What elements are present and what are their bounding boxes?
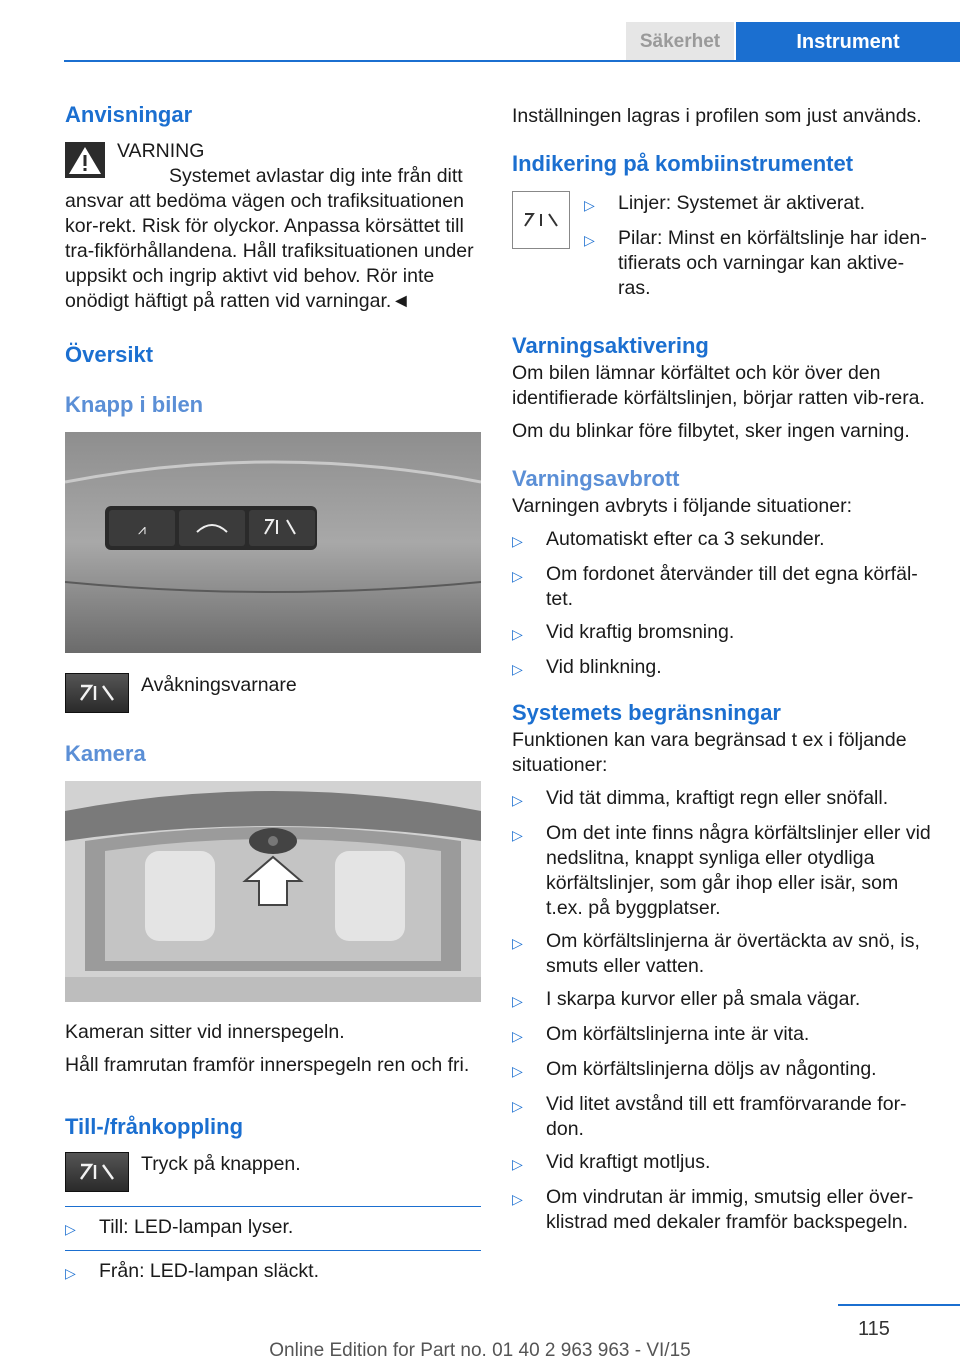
indikering-block: [512, 191, 932, 309]
warning-text: Systemet avlastar dig inte från ditt ansvar att bedöma vägen och trafiksituationen kor-rekt. Risk för olyckor. Anpassa körsättet till tra-fikförhållandena. Håll trafiksituationen under uppsikt och ingrip aktivt vid behov. Rör inte onödigt häftigt på ratten vid varningar.◄: [65, 165, 474, 312]
lane-warning-button-icon: [65, 673, 129, 713]
varningsaktivering-title: Varningsaktivering: [512, 333, 709, 358]
page-number: 115: [858, 1318, 890, 1340]
right-column: [512, 100, 932, 1243]
varningsavbrott-title: Varningsavbrott: [512, 466, 680, 491]
list-item: ▷ I skarpa kurvor eller på smala vägar.: [512, 987, 932, 1014]
varningsavbrott-intro: Varningen avbryts i följande situationer:: [512, 495, 853, 517]
list-item: ▷ Från: LED-lampan släckt.: [65, 1259, 481, 1286]
list-item: ▷ Pilar: Minst en körfältslinje har iden-tifierats och varningar kan aktive-ras.: [584, 227, 927, 299]
list-item: ▷ Om fordonet återvänder till det egna körfäl-tet.: [512, 563, 918, 610]
kamera-p1: Kameran sitter vid innerspegeln.: [65, 1021, 345, 1043]
bullet-triangle-icon: ▷: [512, 1191, 523, 1207]
indikering-title: Indikering på kombiinstrumentet: [512, 151, 854, 176]
lane-indicator-icon: [512, 191, 570, 249]
warning-label: VARNING: [117, 140, 205, 162]
knapp-title: Knapp i bilen: [65, 392, 204, 417]
list-item: ▷ Om körfältslinjerna inte är vita.: [512, 1022, 932, 1049]
list-item: ▷ Linjer: Systemet är aktiverat.: [584, 191, 932, 218]
list-item: ▷ Vid tät dimma, kraftigt regn eller snöfall.: [512, 786, 932, 813]
oversikt-title: Översikt: [65, 342, 154, 367]
bullet-triangle-icon: ▷: [584, 197, 595, 213]
bullet-triangle-icon: ▷: [512, 993, 523, 1009]
warning-triangle-icon: [65, 142, 105, 178]
lane-warning-button-icon-2: [65, 1152, 129, 1192]
tab-sakerhet[interactable]: Säkerhet: [626, 22, 734, 62]
bullet-triangle-icon: ▷: [512, 533, 523, 549]
list-item: ▷ Vid kraftig bromsning.: [512, 620, 932, 647]
list-item: ▷ Vid blinkning.: [512, 655, 932, 682]
bullet-triangle-icon: ▷: [65, 1221, 76, 1237]
bullet-triangle-icon: ▷: [512, 1063, 523, 1079]
list-item: ▷ Till: LED-lampan lyser.: [65, 1215, 481, 1242]
list-item: ▷ Om det inte finns några körfältslinjer eller vid nedslitna, knappt synliga eller otydliga körfältslinjer, som går ihop eller isär, som t.ex. på byggplatser.: [512, 822, 931, 919]
header-divider: [64, 60, 960, 62]
svg-text:⩘: ⩘: [138, 522, 146, 538]
begransningar-intro: Funktionen kan vara begränsad t ex i följande situationer:: [512, 729, 907, 776]
buttons-photo: [65, 432, 481, 653]
kamera-p2: Håll framrutan framför innerspegeln ren och fri.: [65, 1054, 470, 1076]
varningsaktivering-p2: Om du blinkar före filbytet, sker ingen varning.: [512, 420, 910, 442]
anvisningar-title: Anvisningar: [65, 102, 193, 127]
bullet-triangle-icon: ▷: [512, 827, 523, 843]
footer-rule: [838, 1304, 960, 1306]
list-item: ▷ Vid litet avstånd till ett framförvarande for-don.: [512, 1093, 907, 1140]
avakning-row: [65, 673, 481, 713]
bullet-triangle-icon: ▷: [584, 232, 595, 248]
bullet-triangle-icon: ▷: [512, 626, 523, 642]
divider: [65, 1206, 481, 1207]
divider: [65, 1250, 481, 1251]
bullet-triangle-icon: ▷: [512, 661, 523, 677]
till-title: Till-/frånkoppling: [65, 1114, 244, 1139]
list-item: ▷ Om körfältslinjerna döljs av någonting.: [512, 1057, 932, 1084]
footer-edition: Online Edition for Part no. 01 40 2 963 963 - VI/15: [269, 1340, 691, 1361]
bullet-triangle-icon: ▷: [512, 1156, 523, 1172]
list-item: ▷ Vid kraftigt motljus.: [512, 1150, 932, 1177]
camera-photo: [65, 781, 481, 1002]
avakning-label: Avåkningsvarnare: [141, 674, 297, 696]
list-item: ▷ Automatiskt efter ca 3 sekunder.: [512, 527, 932, 554]
left-column: [65, 100, 481, 1294]
intro-text: Inställningen lagras i profilen som just används.: [512, 105, 922, 127]
tryck-row: [65, 1152, 481, 1192]
warning-block: [65, 138, 481, 314]
kamera-title: Kamera: [65, 741, 146, 766]
list-item: ▷ Om vindrutan är immig, smutsig eller över-klistrad med dekaler framför backspegeln.: [512, 1186, 914, 1233]
tryck-label: Tryck på knappen.: [141, 1153, 301, 1175]
varningsaktivering-p1: Om bilen lämnar körfältet och kör över den identifierade körfältslinjen, börjar ratten vib-rera.: [512, 362, 925, 409]
bullet-triangle-icon: ▷: [65, 1265, 76, 1281]
bullet-triangle-icon: ▷: [512, 568, 523, 584]
tab-instrument[interactable]: Instrument: [736, 22, 960, 62]
bullet-triangle-icon: ▷: [512, 935, 523, 951]
bullet-triangle-icon: ▷: [512, 792, 523, 808]
bullet-triangle-icon: ▷: [512, 1098, 523, 1114]
bullet-triangle-icon: ▷: [512, 1028, 523, 1044]
list-item: ▷ Om körfältslinjerna är övertäckta av snö, is, smuts eller vatten.: [512, 930, 920, 977]
begransningar-title: Systemets begränsningar: [512, 700, 781, 725]
